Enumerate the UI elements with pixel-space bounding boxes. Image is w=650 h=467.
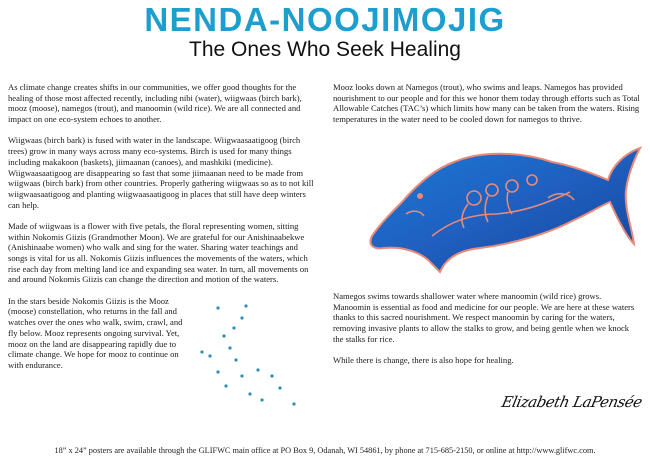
right-column-bottom [333, 291, 640, 376]
intro-paragraph: As climate change creates shifts in our communities, we offer good thoughts for the healing of those most affected recently, including nibi (water), wiigwaas (birch bark), mooz (moose), namegos (trout), and manoomin (wild rice). We are all connected and impact on one eco-system echoes to another. [8, 82, 302, 125]
right-column-top [333, 82, 640, 135]
wiigwaas-paragraph: Wiigwaas (birch bark) is fused with water in the landscape. Wiigwaasaatigoog (birch trees) grow in many ways across many eco-systems. Birch is used for many things including makakoon (baskets), jiimaanan (canoes), and mashkiki (medicine). Wiigwaasaatigoog are disappearing so fast that some jiimaanan need to be made from wiigwaas (birch bark) from other countries. Properly gathering wiigwaas so as to not kill wiigwaasaatigoog and planting wiigwaasaatigoog in places that still have deep winters can help. [8, 135, 314, 210]
artist-signature: Elizabeth LaPensée [500, 393, 644, 411]
poster-title: NENDA-NOOJIMOJIG [144, 1, 506, 38]
manoomin-paragraph: Namegos swims towards shallower water where manoomin (wild rice) grows. Manoomin is essential as food and medicine for our people. We are here at these waters thanks to this sacred nourishment. We respect manoomin by caring for the waters, removing invasive plants to allow the stalks to grow, and being gentle when we knock the stalks for rice. [333, 291, 635, 344]
footer-contact-info: 18” x 24” posters are available through the GLIFWC main office at PO Box 9, Odanah, WI 54861, by phone at 715-685-2150, or online at http://www.glifwc.com. [54, 446, 596, 455]
namegos-paragraph: Mooz looks down at Namegos (trout), who swims and leaps. Namegos has provided nourishment to our people and for this we honor them today through efforts such as Total Allowable Catches (TAC’s) which limits how many can be taken from the waters. Rising temperatures in the water need to be cooled down for namegos to thrive. [333, 82, 640, 125]
hope-paragraph: While there is change, there is also hope for healing. [333, 355, 514, 366]
poster-subtitle: The Ones Who Seek Healing [189, 38, 461, 61]
namegos-trout-illustration [362, 140, 642, 276]
nokomis-giizis-paragraph: Made of wiigwaas is a flower with five petals, the floral representing women, sitting within Nokomis Giizis (Grandmother Moon). We are grateful for our Anishinaabekwe (Anishinaabe women) who walk and sing for the water. Sharing water teachings and songs is vital for us all. Nokomis Giizis influences the movements of the waters, which rise each day from melting land ice and expanding sea water. In turn, all movements on and around Nokomis Giizis can change the direction and motion of the waters. [8, 220, 309, 285]
mooz-constellation-illustration [196, 302, 306, 412]
mooz-paragraph: In the stars beside Nokomis Giizis is the Mooz (moose) constellation, who returns in the fall and watches over the ones who walk, swim, crawl, and fly below. Mooz represents ongoing survival. Yet, mooz on the land are disappearing rapidly due to climate change. We hope for mooz to continue on with endurance. [8, 295, 183, 370]
